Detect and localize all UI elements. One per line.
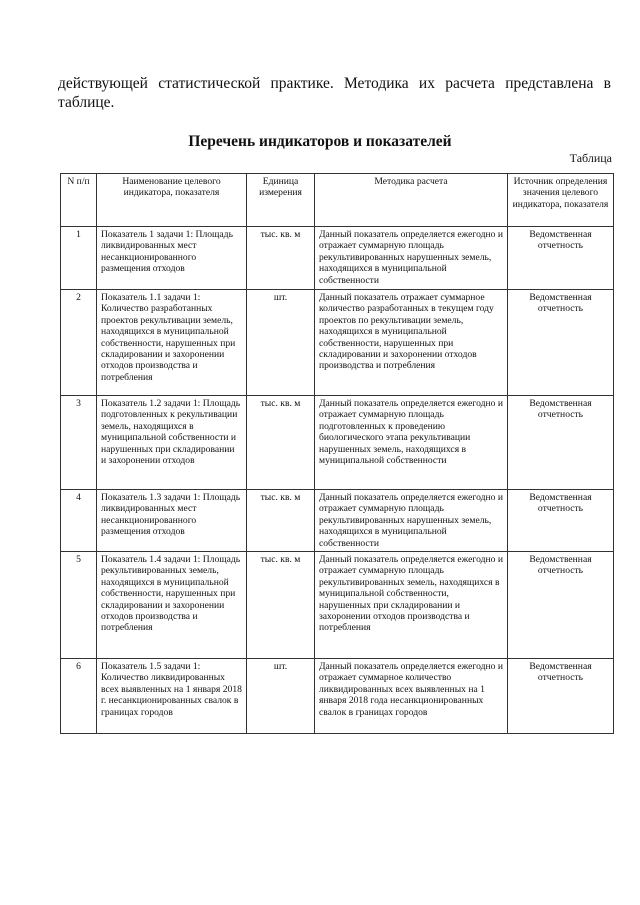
- table-row: [61, 396, 614, 490]
- table-header-row: [61, 174, 614, 227]
- row-number: 4: [61, 490, 97, 552]
- header-name: Наименование целевого индикатора, показателя: [97, 174, 247, 227]
- row-indicator-name: Показатель 1.5 задачи 1: Количество ликвидированных всех выявленных на 1 января 2018 г. несанкционированных свалок в границах городов: [97, 659, 247, 734]
- row-unit: тыс. кв. м: [247, 490, 315, 552]
- row-source: Ведомственная отчетность: [508, 490, 614, 552]
- table-label: Таблица: [569, 151, 612, 165]
- row-unit: тыс. кв. м: [247, 227, 315, 290]
- row-source: Ведомственная отчетность: [508, 396, 614, 490]
- row-number: 1: [61, 227, 97, 290]
- table-title: Перечень индикаторов и показателей: [188, 133, 452, 150]
- row-indicator-name: Показатель 1.4 задачи 1: Площадь рекультивированных земель, находящихся в муниципальной собственности, нарушенных при складировании и захоронении отходов производства и потребления: [97, 552, 247, 659]
- row-unit: шт.: [247, 659, 315, 734]
- row-number: 3: [61, 396, 97, 490]
- row-method: Данный показатель определяется ежегодно и отражает суммарную площадь подготовленных к проведению биологического этапа рекультивации нарушенных земель, находящихся в муниципальной собственности: [315, 396, 508, 490]
- table-row: [61, 659, 614, 734]
- row-unit: тыс. кв. м: [247, 552, 315, 659]
- table-row: [61, 227, 614, 290]
- row-number: 6: [61, 659, 97, 734]
- header-method: Методика расчета: [315, 174, 508, 227]
- row-indicator-name: Показатель 1.2 задачи 1: Площадь подготовленных к рекультивации земель, находящихся в муниципальной собственности и нарушенных при складировании и захоронении отходов: [97, 396, 247, 490]
- row-number: 2: [61, 290, 97, 396]
- row-indicator-name: Показатель 1.3 задачи 1: Площадь ликвидированных мест несанкционированного размещения отходов: [97, 490, 247, 552]
- header-source: Источник определения значения целевого индикатора, показателя: [508, 174, 614, 227]
- table-row: [61, 552, 614, 659]
- row-indicator-name: Показатель 1 задачи 1: Площадь ликвидированных мест несанкционированного размещения отходов: [97, 227, 247, 290]
- header-number: N п/п: [61, 174, 97, 227]
- row-number: 5: [61, 552, 97, 659]
- intro-paragraph: действующей статистической практике. Методика их расчета представлена в таблице.: [58, 75, 611, 111]
- row-indicator-name: Показатель 1.1 задачи 1: Количество разработанных проектов рекультивации земель, находящихся в муниципальной собственности, нарушенных при складировании и захоронении отходов производства и потребления: [97, 290, 247, 396]
- header-unit: Единица измерения: [247, 174, 315, 227]
- row-unit: тыс. кв. м: [247, 396, 315, 490]
- table-row: [61, 490, 614, 552]
- row-source: Ведомственная отчетность: [508, 227, 614, 290]
- row-method: Данный показатель определяется ежегодно и отражает суммарное количество ликвидированных всех выявленных на 1 января 2018 года несанкционированных свалок в границах городов: [315, 659, 508, 734]
- row-unit: шт.: [247, 290, 315, 396]
- row-source: Ведомственная отчетность: [508, 290, 614, 396]
- row-source: Ведомственная отчетность: [508, 659, 614, 734]
- row-source: Ведомственная отчетность: [508, 552, 614, 659]
- row-method: Данный показатель определяется ежегодно и отражает суммарную площадь рекультивированных земель, находящихся в муниципальной собственности, нарушенных при складировании и захоронении отходов производства и потребления: [315, 552, 508, 659]
- row-method: Данный показатель определяется ежегодно и отражает суммарную площадь рекультивированных нарушенных земель, находящихся в муниципальной собственности: [315, 490, 508, 552]
- table-row: [61, 290, 614, 396]
- row-method: Данный показатель отражает суммарное количество разработанных в текущем году проектов по рекультивации земель, находящихся в муниципальной собственности, нарушенных при складировании и захоронении отходов производства и потребления: [315, 290, 508, 396]
- row-method: Данный показатель определяется ежегодно и отражает суммарную площадь рекультивированных нарушенных земель, находящихся в муниципальной собственности: [315, 227, 508, 290]
- indicators-table: [60, 173, 614, 734]
